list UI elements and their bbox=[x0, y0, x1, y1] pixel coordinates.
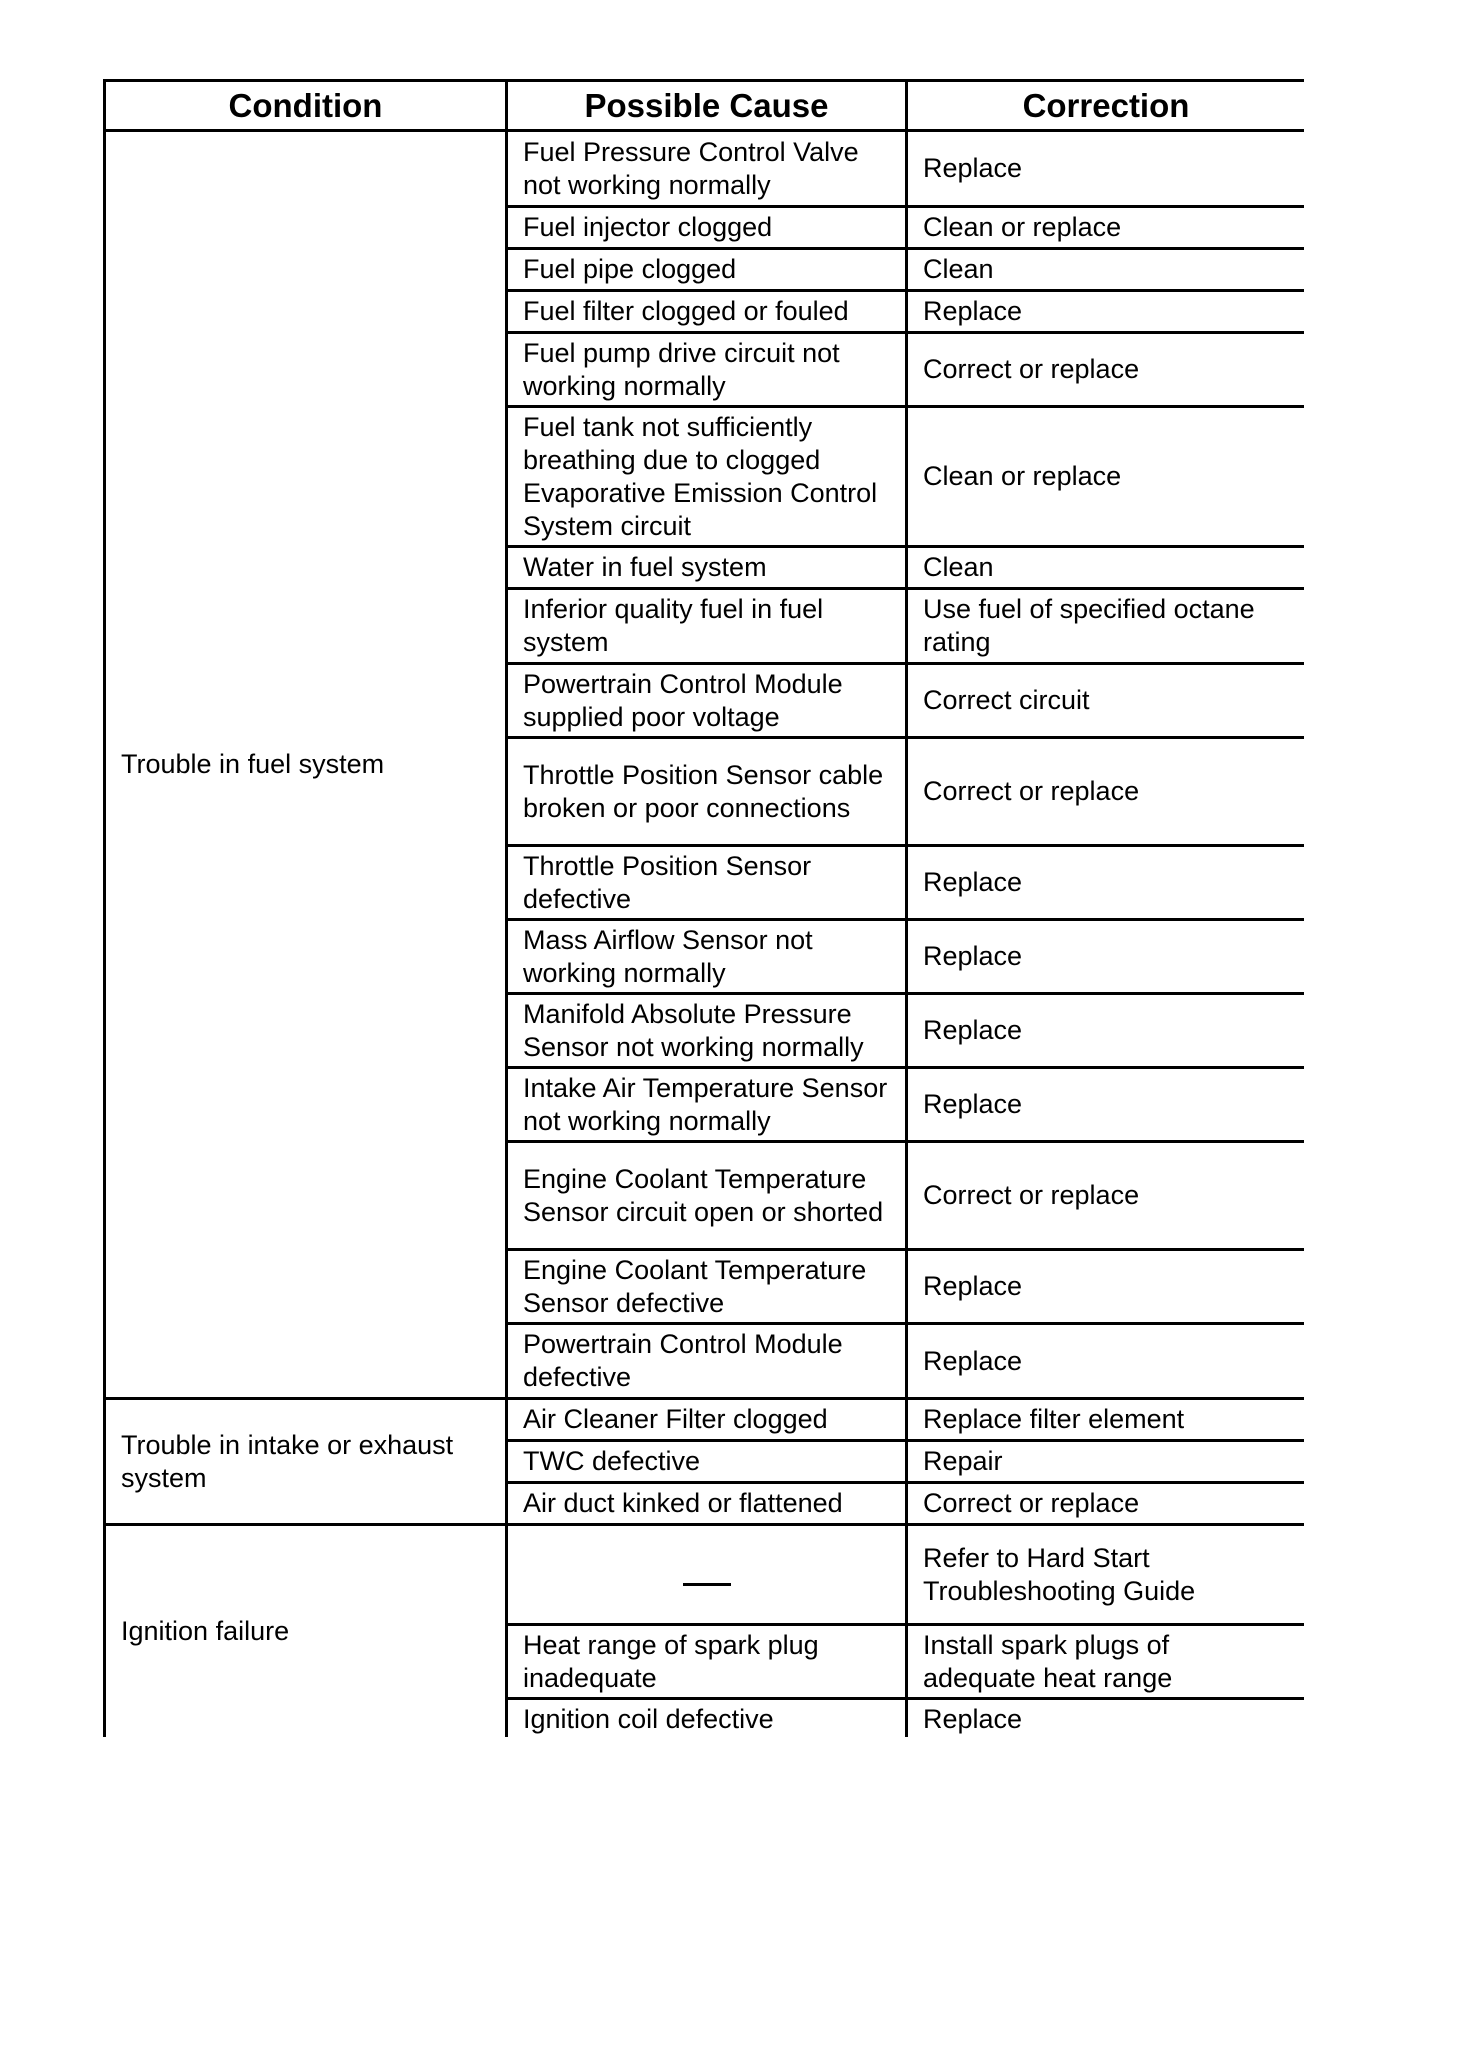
condition-cell: Trouble in intake or exhaust system bbox=[105, 1399, 507, 1525]
correction-cell: Clean or replace bbox=[907, 207, 1305, 249]
correction-cell: Replace bbox=[907, 846, 1305, 920]
correction-cell: Replace bbox=[907, 131, 1305, 207]
cause-cell: Air Cleaner Filter clogged bbox=[507, 1399, 907, 1441]
cause-cell: Fuel tank not sufficiently breathing due to clogged Evaporative Emission Control System circuit bbox=[507, 407, 907, 547]
cause-cell: Fuel pump drive circuit not working normally bbox=[507, 333, 907, 407]
correction-cell: Replace bbox=[907, 1068, 1305, 1142]
troubleshooting-table bbox=[103, 79, 1304, 1737]
correction-cell: Correct or replace bbox=[907, 333, 1305, 407]
correction-cell: Replace bbox=[907, 1250, 1305, 1324]
cause-cell: Fuel injector clogged bbox=[507, 207, 907, 249]
correction-cell: Replace bbox=[907, 994, 1305, 1068]
correction-cell: Replace bbox=[907, 1699, 1305, 1738]
correction-cell: Clean bbox=[907, 547, 1305, 589]
cause-cell: Engine Coolant Temperature Sensor defective bbox=[507, 1250, 907, 1324]
correction-cell: Refer to Hard Start Troubleshooting Guide bbox=[907, 1525, 1305, 1625]
correction-cell: Install spark plugs of adequate heat range bbox=[907, 1625, 1305, 1699]
cause-cell: Throttle Position Sensor cable broken or poor connections bbox=[507, 738, 907, 846]
cause-cell: Ignition coil defective bbox=[507, 1699, 907, 1738]
correction-cell: Correct or replace bbox=[907, 738, 1305, 846]
cause-cell: Inferior quality fuel in fuel system bbox=[507, 589, 907, 664]
troubleshooting-sheet bbox=[103, 79, 1304, 1737]
correction-cell: Correct circuit bbox=[907, 664, 1305, 738]
correction-cell: Replace bbox=[907, 920, 1305, 994]
cause-cell: Intake Air Temperature Sensor not working normally bbox=[507, 1068, 907, 1142]
cause-cell: Engine Coolant Temperature Sensor circuit open or shorted bbox=[507, 1142, 907, 1250]
cause-cell: Fuel Pressure Control Valve not working normally bbox=[507, 131, 907, 207]
table-row bbox=[105, 1525, 1305, 1625]
header-row bbox=[105, 81, 1305, 131]
cause-cell: Air duct kinked or flattened bbox=[507, 1483, 907, 1525]
header-correction: Correction bbox=[907, 81, 1305, 131]
correction-cell: Repair bbox=[907, 1441, 1305, 1483]
header-condition: Condition bbox=[105, 81, 507, 131]
table-row bbox=[105, 1399, 1305, 1441]
cause-cell: Fuel pipe clogged bbox=[507, 249, 907, 291]
condition-cell: Ignition failure bbox=[105, 1525, 507, 1738]
cause-cell: Powertrain Control Module defective bbox=[507, 1324, 907, 1399]
cause-cell: Fuel filter clogged or fouled bbox=[507, 291, 907, 333]
correction-cell: Clean bbox=[907, 249, 1305, 291]
condition-cell: Trouble in fuel system bbox=[105, 131, 507, 1399]
header-possible-cause: Possible Cause bbox=[507, 81, 907, 131]
correction-cell: Correct or replace bbox=[907, 1483, 1305, 1525]
correction-cell: Clean or replace bbox=[907, 407, 1305, 547]
correction-cell: Correct or replace bbox=[907, 1142, 1305, 1250]
correction-cell: Replace bbox=[907, 291, 1305, 333]
table-row bbox=[105, 131, 1305, 207]
cause-cell-empty bbox=[507, 1525, 907, 1625]
cause-cell: TWC defective bbox=[507, 1441, 907, 1483]
cause-cell: Powertrain Control Module supplied poor voltage bbox=[507, 664, 907, 738]
cause-cell: Throttle Position Sensor defective bbox=[507, 846, 907, 920]
correction-cell: Replace filter element bbox=[907, 1399, 1305, 1441]
correction-cell: Replace bbox=[907, 1324, 1305, 1399]
cause-cell: Mass Airflow Sensor not working normally bbox=[507, 920, 907, 994]
correction-cell: Use fuel of specified octane rating bbox=[907, 589, 1305, 664]
cause-cell: Water in fuel system bbox=[507, 547, 907, 589]
dash-mark bbox=[683, 1583, 731, 1586]
cause-cell: Manifold Absolute Pressure Sensor not working normally bbox=[507, 994, 907, 1068]
cause-cell: Heat range of spark plug inadequate bbox=[507, 1625, 907, 1699]
